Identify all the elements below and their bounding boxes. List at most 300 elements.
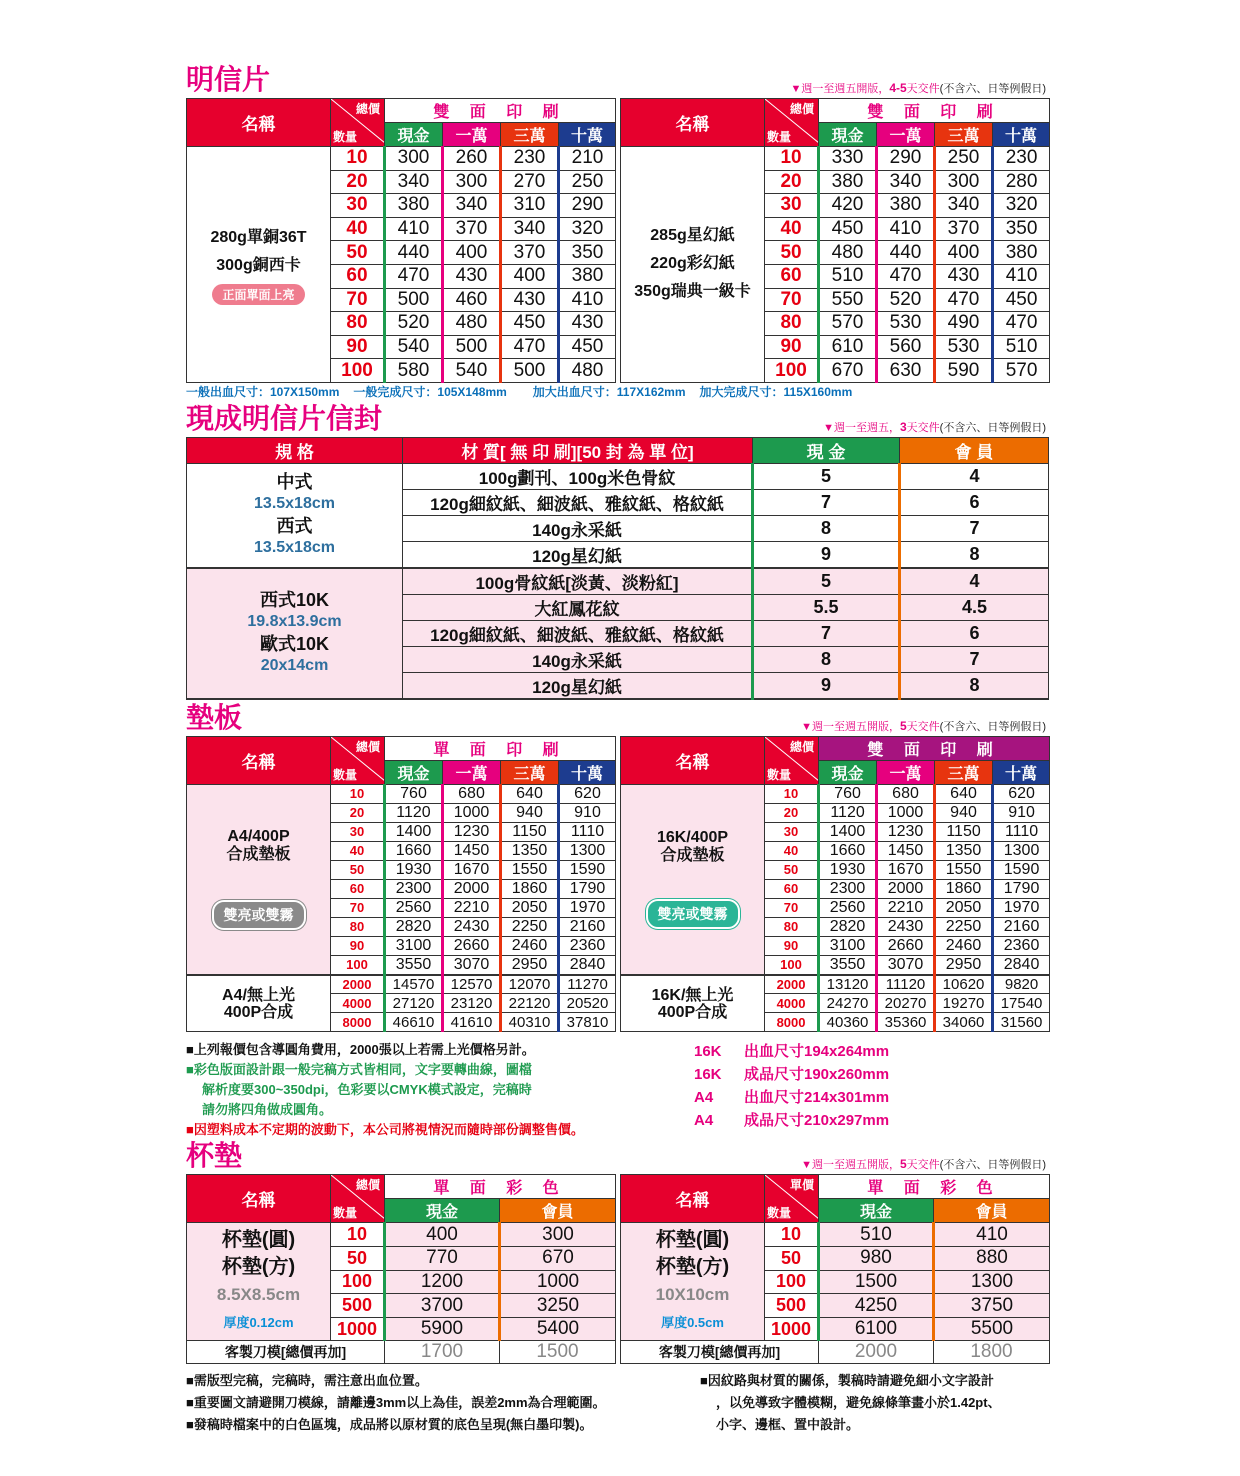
qty-cell: 50 [331,241,385,265]
qty-cell: 60 [331,264,385,288]
w1-header: 一萬 [443,760,501,784]
price-cell: 430 [935,264,993,288]
price-cell: 320 [993,194,1050,218]
corner-header: 總價 數量 [765,736,819,784]
dimension-value: 出血尺寸194x264mm [744,1043,890,1061]
price-cell: 570 [993,359,1050,383]
product-cell [187,784,331,975]
postcard-table-left [186,98,616,383]
price-sheet [186,60,1048,1436]
price-cell: 2460 [501,936,559,955]
cash-header: 現金 [385,1199,500,1223]
table-row [621,975,1050,994]
cash-cell: 5 [753,463,900,489]
qty-cell: 50 [331,860,385,879]
price-cell: 1110 [993,822,1050,841]
member-header: 會 員 [900,437,1049,463]
price-cell: 1860 [501,879,559,898]
price-cell: 1670 [877,860,935,879]
spec-size: 20x14cm [260,657,329,675]
price-cell: 760 [385,784,443,803]
member-cell: 3250 [500,1294,616,1318]
postcard-table-right [620,98,1050,383]
price-cell: 350 [993,217,1050,241]
price-cell: 480 [559,359,616,383]
price-cell: 680 [877,784,935,803]
member-cell: 1000 [500,1270,616,1294]
material-cell: 100g劃刊、100g米色骨紋 [403,463,753,489]
price-cell: 2430 [877,917,935,936]
table-row [187,568,1049,595]
price-cell: 11270 [559,975,616,994]
price-cell: 570 [819,312,877,336]
qty-cell: 30 [765,194,819,218]
coaster-note: ▼週一至週五開版，5天交件(不含六、日等例假日) [801,1157,1046,1172]
qty-cell: 8000 [331,1013,385,1032]
qty-cell: 20 [331,803,385,822]
qty-cell: 100 [331,955,385,975]
spec-cell [187,568,403,699]
cash-cell: 770 [385,1247,500,1271]
qty-cell: 50 [765,860,819,879]
price-cell: 500 [385,288,443,312]
qty-cell: 1000 [765,1317,819,1341]
coaster-bullets-left [186,1370,700,1436]
price-cell: 2660 [877,936,935,955]
qty-cell: 50 [765,241,819,265]
qty-cell: 100 [331,1270,385,1294]
postcard-section-header [186,60,1048,98]
material-cell: 140g永采紙 [403,515,753,541]
qty-cell: 4000 [331,994,385,1013]
price-cell: 610 [819,335,877,359]
price-cell: 34060 [935,1013,993,1032]
price-cell: 940 [501,803,559,822]
price-cell: 1110 [559,822,616,841]
price-cell: 230 [993,147,1050,171]
w3-header: 三萬 [501,123,559,147]
qty-cell: 90 [765,936,819,955]
price-cell: 2660 [443,936,501,955]
price-cell: 27120 [385,994,443,1013]
qty-cell: 4000 [765,994,819,1013]
price-cell: 530 [877,312,935,336]
price-cell: 760 [819,784,877,803]
product-thickness: 厚度0.5cm [661,1314,724,1330]
cash-header: 現 金 [753,437,900,463]
price-cell: 3100 [385,936,443,955]
material-cell: 140g永采紙 [403,646,753,672]
postcard-title: 明信片 [186,64,271,95]
price-cell: 340 [935,194,993,218]
price-cell: 380 [819,170,877,194]
material-cell: 100g骨紋紙[淡黃、淡粉紅] [403,568,753,595]
price-cell: 2360 [993,936,1050,955]
custom-die-label: 客製刀模[總價再加] [187,1341,385,1364]
cash-cell: 3700 [385,1294,500,1318]
dimension-value: 成品尺寸190x260mm [744,1066,890,1084]
cash-cell: 5 [753,568,900,595]
price-cell: 560 [877,335,935,359]
price-cell: 1300 [559,841,616,860]
price-cell: 590 [935,359,993,383]
w3-header: 三萬 [935,123,993,147]
member-cell: 7 [900,515,1049,541]
product-cell [187,1223,331,1341]
finish-badge-wrap [621,865,764,929]
price-cell: 3070 [443,955,501,975]
price-cell: 460 [443,288,501,312]
price-cell: 300 [935,170,993,194]
bullet: ■彩色版面設計跟一般完稿方式皆相同，文字要轉曲線，圖檔 [186,1062,532,1078]
cash-cell: 9 [753,541,900,568]
qty-cell: 90 [765,335,819,359]
size-note: 加大出血尺寸：117X162mm [532,385,686,400]
table-row [187,1223,616,1247]
print-header: 雙 面 印 刷 [385,99,616,123]
table-row [187,463,1049,489]
price-cell: 330 [819,147,877,171]
mat-table-left [186,736,616,1033]
price-cell: 1450 [443,841,501,860]
member-header: 會員 [500,1199,616,1223]
price-cell: 370 [501,241,559,265]
qty-cell: 30 [331,194,385,218]
price-cell: 12070 [501,975,559,994]
cash-header: 現金 [819,1199,934,1223]
price-cell: 410 [385,217,443,241]
price-cell: 20270 [877,994,935,1013]
price-cell: 23120 [443,994,501,1013]
price-cell: 2820 [385,917,443,936]
price-cell: 2160 [559,917,616,936]
product-name: 杯墊(圓) [655,1228,730,1251]
envelope-note: ▼週一至週五，3天交件(不含六、日等例假日) [823,419,1046,434]
mat-note: ▼週一至週五開版，5天交件(不含六、日等例假日) [801,718,1046,733]
bullet: ■因塑料成本不定期的波動下，本公司將視情況而隨時部份調整售價。 [186,1122,584,1138]
price-cell: 250 [935,147,993,171]
member-cell: 300 [500,1223,616,1247]
member-cell: 880 [934,1247,1050,1271]
qty-cell: 40 [331,217,385,241]
coaster-bullets-right [700,1370,1001,1436]
qty-cell: 50 [765,1247,819,1271]
product-cell [621,784,765,975]
paper-name: 280g單銅36T [210,228,307,246]
print-header: 單 面 印 刷 [385,736,616,760]
price-cell: 2360 [559,936,616,955]
qty-cell: 20 [765,803,819,822]
paper-name: 350g瑞典一級卡 [634,283,751,301]
member-cell: 6 [900,620,1049,646]
print-header: 單 面 彩 色 [385,1175,616,1199]
paper-name: 300g銅西卡 [216,256,301,274]
cash-cell: 8 [753,515,900,541]
mat-bullets [186,1040,694,1140]
custom-die-cash: 2000 [819,1341,934,1364]
price-cell: 380 [993,241,1050,265]
price-cell: 1000 [443,803,501,822]
price-cell: 310 [501,194,559,218]
price-cell: 470 [877,264,935,288]
spec-name: 歐式10K [259,634,330,655]
price-cell: 450 [819,217,877,241]
price-cell: 2950 [935,955,993,975]
member-cell: 4 [900,463,1049,489]
price-cell: 470 [385,264,443,288]
qty-cell: 40 [331,841,385,860]
price-cell: 1550 [501,860,559,879]
product-cell [621,975,765,1032]
size-note: 一般完成尺寸：105X148mm [353,385,507,400]
coaster-section-header [186,1140,1048,1174]
qty-cell: 100 [765,359,819,383]
table-row [187,147,616,171]
price-cell: 530 [935,335,993,359]
dimension-format: 16K [694,1066,722,1084]
price-cell: 24270 [819,994,877,1013]
price-cell: 400 [935,241,993,265]
w10-header: 十萬 [559,760,616,784]
qty-cell: 70 [765,898,819,917]
cash-cell: 6100 [819,1317,934,1341]
qty-cell: 10 [765,1223,819,1247]
price-cell: 2430 [443,917,501,936]
price-cell: 410 [993,264,1050,288]
w1-header: 一萬 [877,123,935,147]
price-cell: 1150 [935,822,993,841]
material-header: 材 質[ 無 印 刷][50 封 為 單 位] [403,437,753,463]
paper-name: 285g星幻紙 [650,227,735,245]
product-name: 杯墊(方) [221,1255,296,1278]
dimension-row [694,1086,889,1109]
bullet: ■需版型完稿，完稿時，需注意出血位置。 [186,1373,428,1389]
price-cell: 3070 [877,955,935,975]
w3-header: 三萬 [935,760,993,784]
product-name: 16K/400P [656,829,729,847]
price-cell: 1120 [385,803,443,822]
price-cell: 1000 [877,803,935,822]
cash-cell: 5.5 [753,594,900,620]
envelope-section-header [186,401,1048,437]
name-header: 名稱 [621,736,765,784]
table-row [621,1223,1050,1247]
price-cell: 400 [501,264,559,288]
price-cell: 13120 [819,975,877,994]
member-cell: 8 [900,672,1049,699]
product-size: 8.5X8.5cm [216,1284,301,1304]
dimension-format: A4 [694,1089,714,1107]
product-thickness: 厚度0.12cm [223,1314,294,1330]
dimension-format: A4 [694,1112,714,1130]
spec-size: 19.8x13.9cm [247,613,342,631]
spec-size: 13.5x18cm [254,539,335,557]
qty-cell: 500 [765,1294,819,1318]
price-cell: 3550 [819,955,877,975]
table-row [187,784,616,803]
spec-cell [187,463,403,568]
price-cell: 340 [385,170,443,194]
product-name: 合成墊板 [226,846,291,864]
cash-cell: 980 [819,1247,934,1271]
price-cell: 1590 [559,860,616,879]
postcard-sizes [186,383,1048,401]
qty-cell: 80 [765,312,819,336]
price-cell: 2000 [877,879,935,898]
price-cell: 22120 [501,994,559,1013]
envelope-title: 現成明信片信封 [186,402,383,434]
table-row [621,784,1050,803]
spec-header: 規 格 [187,437,403,463]
corner-header: 總價 數量 [765,99,819,147]
price-cell: 1660 [385,841,443,860]
qty-cell: 20 [331,170,385,194]
price-cell: 1350 [935,841,993,860]
price-cell: 550 [819,288,877,312]
price-cell: 3100 [819,936,877,955]
price-cell: 680 [443,784,501,803]
mat-notes [186,1032,1048,1140]
qty-cell: 40 [765,841,819,860]
material-cell: 120g細紋紙、細波紙、雅紋紙、格紋紙 [403,489,753,515]
name-header: 名稱 [621,99,765,147]
price-cell: 2160 [993,917,1050,936]
price-cell: 1970 [993,898,1050,917]
product-cell [621,1223,765,1341]
price-cell: 2000 [443,879,501,898]
price-cell: 1930 [385,860,443,879]
name-header: 名稱 [187,99,331,147]
price-cell: 2210 [443,898,501,917]
size-note: 加大完成尺寸：115X160mm [699,385,853,400]
envelope-table [186,437,1049,700]
price-cell: 1970 [559,898,616,917]
price-cell: 2560 [819,898,877,917]
price-cell: 340 [501,217,559,241]
qty-cell: 30 [331,822,385,841]
price-cell: 2300 [385,879,443,898]
member-cell: 5400 [500,1317,616,1341]
price-cell: 380 [877,194,935,218]
coaster-table-right [620,1174,1050,1364]
price-cell: 270 [501,170,559,194]
price-cell: 1230 [877,822,935,841]
price-cell: 380 [385,194,443,218]
cash-cell: 5900 [385,1317,500,1341]
qty-cell: 10 [331,1223,385,1247]
product-name: 400P合成 [657,1003,728,1021]
member-cell: 8 [900,541,1049,568]
qty-cell: 80 [331,917,385,936]
price-cell: 540 [443,359,501,383]
mat-tables [186,736,1048,1033]
price-cell: 2300 [819,879,877,898]
paper-cell [621,147,765,383]
price-cell: 2460 [935,936,993,955]
finish-badge-wrap [187,864,330,930]
price-cell: 290 [559,194,616,218]
qty-cell: 8000 [765,1013,819,1032]
price-cell: 500 [501,359,559,383]
cash-cell: 1500 [819,1270,934,1294]
table-row [187,975,616,994]
custom-die-row [621,1341,1050,1364]
dimension-value: 出血尺寸214x301mm [744,1089,890,1107]
price-cell: 470 [501,335,559,359]
table-row [621,147,1050,171]
price-cell: 490 [935,312,993,336]
qty-cell: 1000 [331,1317,385,1341]
price-cell: 46610 [385,1013,443,1032]
price-cell: 1300 [993,841,1050,860]
price-cell: 620 [993,784,1050,803]
cash-header: 現金 [385,760,443,784]
price-cell: 1150 [501,822,559,841]
price-cell: 40310 [501,1013,559,1032]
cash-cell: 7 [753,489,900,515]
qty-cell: 60 [331,879,385,898]
price-cell: 1590 [993,860,1050,879]
custom-die-cash: 1700 [385,1341,500,1364]
price-cell: 1670 [443,860,501,879]
custom-die-member: 1800 [934,1341,1050,1364]
bullet: ■重要圖文請避開刀模線，請離邊3mm以上為佳，誤差2mm為合理範圍。 [186,1395,606,1411]
member-cell: 1300 [934,1270,1050,1294]
coaster-tables [186,1174,1048,1364]
price-cell: 2820 [819,917,877,936]
qty-cell: 500 [331,1294,385,1318]
coaster-table-left [186,1174,616,1364]
print-header: 單 面 彩 色 [819,1175,1050,1199]
qty-cell: 2000 [765,975,819,994]
price-cell: 1120 [819,803,877,822]
w1-header: 一萬 [877,760,935,784]
spec-name: 西式10K [259,590,330,611]
price-cell: 450 [993,288,1050,312]
qty-cell: 20 [765,170,819,194]
name-header: 名稱 [621,1175,765,1223]
bullet: ■發稿時檔案中的白色區塊，成品將以原材質的底色呈現(無白墨印製)。 [186,1417,593,1433]
price-cell: 12570 [443,975,501,994]
qty-cell: 90 [331,936,385,955]
qty-cell: 10 [765,784,819,803]
price-cell: 370 [935,217,993,241]
member-cell: 5500 [934,1317,1050,1341]
mat-dimensions [694,1040,889,1140]
print-header: 雙 面 印 刷 [819,99,1050,123]
coaster-notes [186,1364,1048,1436]
product-name: 杯墊(圓) [221,1228,296,1251]
price-cell: 2950 [501,955,559,975]
custom-die-member: 1500 [500,1341,616,1364]
price-cell: 2840 [993,955,1050,975]
member-cell: 3750 [934,1294,1050,1318]
mat-title: 墊板 [186,701,243,733]
corner-header: 總價 數量 [331,99,385,147]
price-cell: 2560 [385,898,443,917]
price-cell: 40360 [819,1013,877,1032]
price-cell: 480 [443,312,501,336]
price-cell: 410 [877,217,935,241]
corner-header: 總價 數量 [331,1175,385,1223]
price-cell: 250 [559,170,616,194]
mat-table-right [620,736,1050,1033]
qty-cell: 60 [765,879,819,898]
w1-header: 一萬 [443,123,501,147]
price-cell: 580 [385,359,443,383]
price-cell: 1790 [993,879,1050,898]
w3-header: 三萬 [501,760,559,784]
